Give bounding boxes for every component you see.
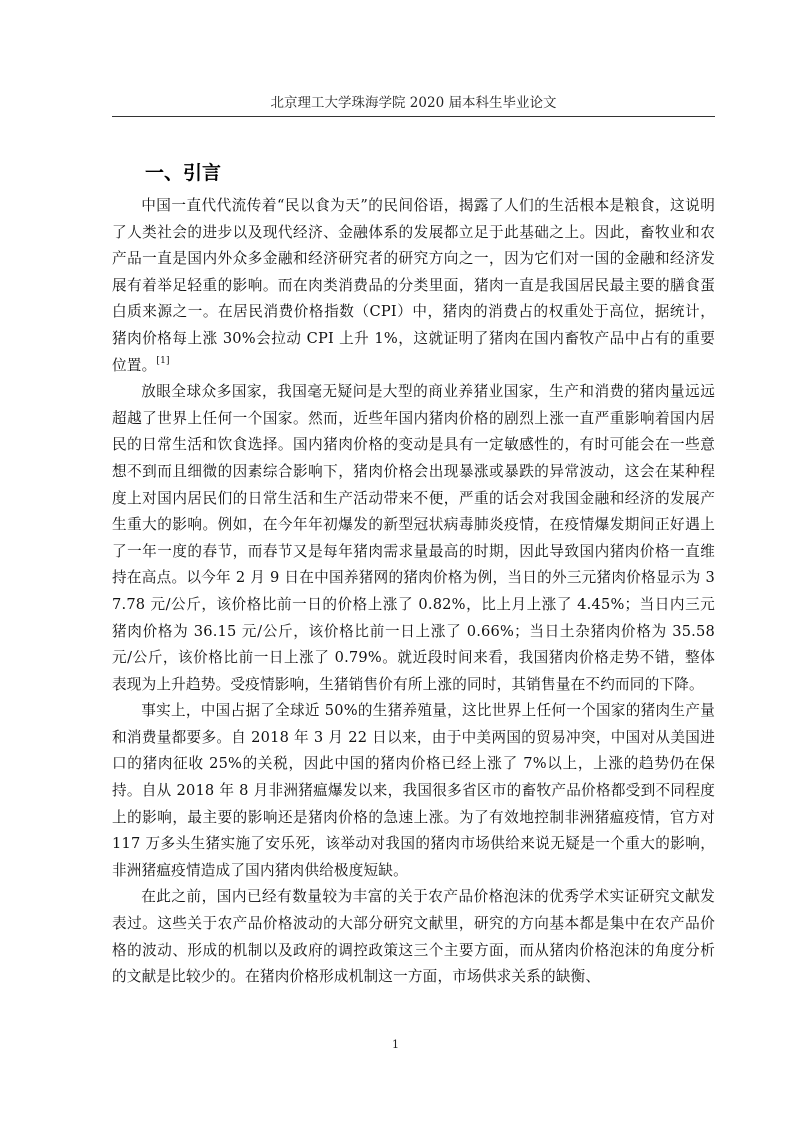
paragraph-1-text: 中国一直代代流传着“民以食为天”的民间俗语，揭露了人们的生活根本是粮食，这说明了人类社会的进步以及现代经济、金融体系的发展都立足于此基础之上。因此，畜牧业和农产品一直是国内外众多金融和经济研究者的研究方向之一，因为它们对一国的金融和经济发展有着举足轻重的影响。而在肉类消费品的分类里面，猪肉一直是我国居民最主要的膳食蛋白质来源之一。在居民消费价格指数（CPI）中，猪肉的消费占的权重处于高位，据统计，猪肉价格每上涨 30%会拉动 CPI 上升 1%，这就证明了猪肉在国内畜牧产品中占有的重要位置。: [112, 197, 715, 374]
running-header: 北京理工大学珠海学院 2020 届本科生毕业论文: [270, 95, 557, 111]
header-divider: [112, 116, 715, 117]
section-heading: 一、引言: [145, 162, 222, 184]
page-number: 1: [392, 1038, 399, 1051]
body-text: [112, 193, 715, 991]
paragraph-4: 在此之前，国内已经有数量较为丰富的关于农产品价格泡沫的优秀学术实证研究文献发表过。这些关于农产品价格波动的大部分研究文献里，研究的方向基本都是集中在农产品价格的波动、形成的机制以及政府的调控政策这三个主要方面，而从猪肉价格泡沫的角度分析的文献是比较少的。在猪肉价格形成机制这一方面，市场供求关系的缺衡、: [112, 888, 715, 986]
paragraph-1: [112, 193, 715, 379]
paragraph-3: 事实上，中国占据了全球近 50%的生猪养殖量，这比世界上任何一个国家的猪肉生产量和消费量都要多。自 2018 年 3 月 22 日以来，由于中美两国的贸易冲突，中国对从美国进口的猪肉征收 25%的关税，因此中国的猪肉价格已经上涨了 7%以上，上涨的趋势仍在保持。自从 2018 年 8 月非洲猪瘟爆发以来，我国很多省区市的畜牧产品价格都受到不同程度上的影响，最主要的影响还是猪肉价格的急速上涨。为了有效地控制非洲猪瘟疫情，官方对 117 万多头生猪实施了安乐死，该举动对我国的猪肉市场供给来说无疑是一个重大的影响，非洲猪瘟疫情造成了国内猪肉供给极度短缺。: [112, 702, 715, 879]
paragraph-2: 放眼全球众多国家，我国毫无疑问是大型的商业养猪业国家，生产和消费的猪肉量远远超越了世界上任何一个国家。然而，近些年国内猪肉价格的剧烈上涨一直严重影响着国内居民的日常生活和饮食选择。国内猪肉价格的变动是具有一定敏感性的，有时可能会在一些意想不到而且细微的因素综合影响下，猪肉价格会出现暴涨或暴跌的异常波动，这会在某种程度上对国内居民们的日常生活和生产活动带来不便，严重的话会对我国金融和经济的发展产生重大的影响。例如，在今年年初爆发的新型冠状病毒肺炎疫情，在疫情爆发期间正好遇上了一年一度的春节，而春节又是每年猪肉需求量最高的时期，因此导致国内猪肉价格一直维持在高点。以今年 2 月 9 日在中国养猪网的猪肉价格为例，当日的外三元猪肉价格显示为 37.78 元/公斤，该价格比前一日的价格上涨了 0.82%，比上月上涨了 4.45%；当日内三元猪肉价格为 36.15 元/公斤，该价格比前一日上涨了 0.66%；当日土杂猪肉价格为 35.58 元/公斤，该价格比前一日上涨了 0.79%。就近段时间来看，我国猪肉价格走势不错，整体表现为上升趋势。受疫情影响，生猪销售价有所上涨的同时，其销售量在不约而同的下降。: [112, 383, 715, 693]
citation-marker: [1]: [156, 355, 170, 366]
